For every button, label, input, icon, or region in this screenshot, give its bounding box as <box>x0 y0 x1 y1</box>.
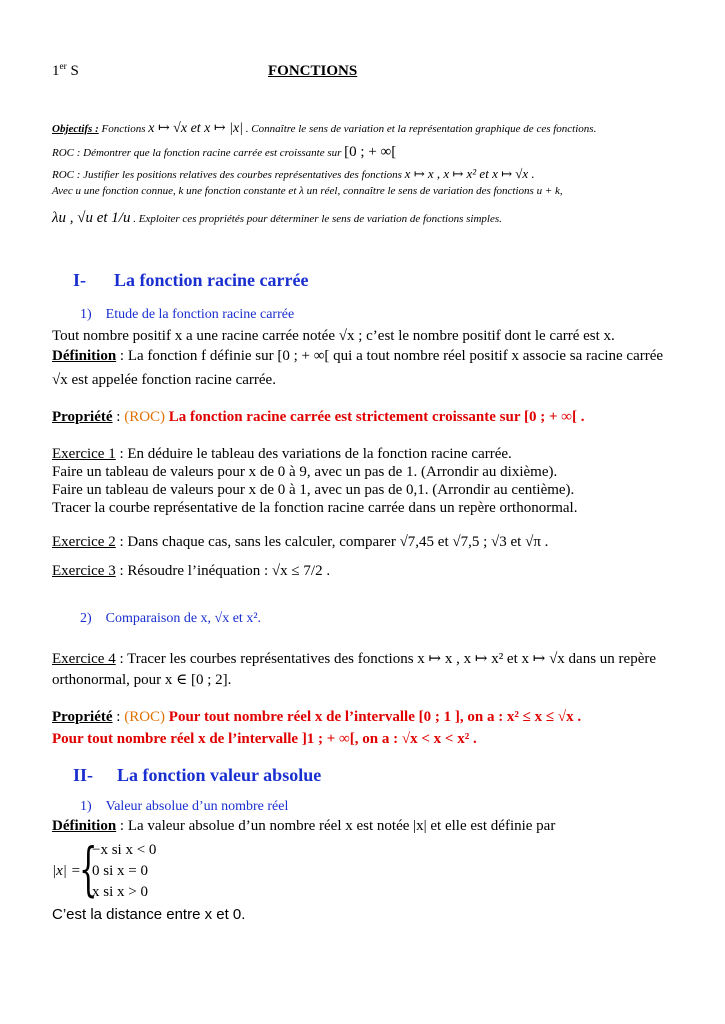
exercise1-line3: Faire un tableau de valeurs pour x de 0 à 1, avec un pas de 0,1. (Arrondir au centième). <box>52 482 575 498</box>
exercise1-line1: Exercice 1 : En déduire le tableau des variations de la fonction racine carrée. <box>52 446 512 462</box>
objectives-line4: Avec u une fonction connue, k une fonction constante et λ un réel, connaître le sens de variation des fonctions u + k, <box>52 185 563 197</box>
section1-definition-line2: √x est appelée fonction racine carrée. <box>52 372 276 388</box>
section1-sub2: 2) Comparaison de x, √x et x². <box>80 611 262 626</box>
objectives-line2: ROC : Démontrer que la fonction racine carrée est croissante sur [0 ; + ∞[ <box>52 144 397 160</box>
abs-case-negative: −x si x < 0 <box>92 842 157 858</box>
exercise4-line2: orthonormal, pour x ∈ [0 ; 2]. <box>52 672 232 688</box>
section1-sub1: 1) Etude de la fonction racine carrée <box>80 307 295 322</box>
section2-definition: Définition : La valeur absolue d’un nombre réel x est notée |x| et elle est définie par <box>52 818 556 834</box>
exercise4: Exercice 4 : Tracer les courbes représentatives des fonctions x ↦ x , x ↦ x² et x ↦ √x dans un repère <box>52 651 657 667</box>
objectives-line1: Objectifs : Fonctions x ↦ √x et x ↦ |x| . Connaître le sens de variation et la représentation graphique de ces fonctions. <box>52 121 597 136</box>
exercise2: Exercice 2 : Dans chaque cas, sans les calculer, comparer √7,45 et √7,5 ; √3 et √π . <box>52 534 549 550</box>
objectives-line5: λu , √u et 1/u . Exploiter ces propriétés pour déterminer le sens de variation de fonctions simples. <box>52 210 502 226</box>
class-label: 1er S <box>52 62 79 79</box>
abs-distance-note: C’est la distance entre x et 0. <box>52 906 246 923</box>
cases-brace: { <box>79 835 98 903</box>
page-title: FONCTIONS <box>268 63 358 79</box>
section1-heading: I- La fonction racine carrée <box>73 270 309 290</box>
property2-line1: Propriété : (ROC) Pour tout nombre réel x de l’intervalle [0 ; 1 ], on a : x² ≤ x ≤ √x . <box>52 709 582 725</box>
section2-heading: II- La fonction valeur absolue <box>73 765 322 785</box>
objectives-line3: ROC : Justifier les positions relatives des courbes représentatives des fonctions x ↦ x , x ↦ x² et x ↦ √x . <box>52 166 535 181</box>
abs-case-zero: 0 si x = 0 <box>92 863 148 879</box>
property2-line2: Pour tout nombre réel x de l’intervalle ]1 ; + ∞[, on a : √x < x < x² . <box>52 731 477 747</box>
exercise1-line4: Tracer la courbe représentative de la fonction racine carrée dans un repère orthonormal. <box>52 500 578 516</box>
exercise3: Exercice 3 : Résoudre l’inéquation : √x ≤ 7/2 . <box>52 563 331 579</box>
abs-case-positive: x si x > 0 <box>92 884 148 900</box>
section1-property: Propriété : (ROC) La fonction racine carrée est strictement croissante sur [0 ; + ∞[ . <box>52 409 585 425</box>
section1-p1: Tout nombre positif x a une racine carrée notée √x ; c’est le nombre positif dont le carré est x. <box>52 328 615 344</box>
exercise1-line2: Faire un tableau de valeurs pour x de 0 à 9, avec un pas de 1. (Arrondir au dixième). <box>52 464 558 480</box>
section2-sub1: 1) Valeur absolue d’un nombre réel <box>80 799 289 814</box>
section1-definition: Définition : La fonction f définie sur [0 ; + ∞[ qui a tout nombre réel positif x associe sa racine carrée <box>52 348 664 364</box>
abs-lhs: |x| = <box>52 863 81 879</box>
